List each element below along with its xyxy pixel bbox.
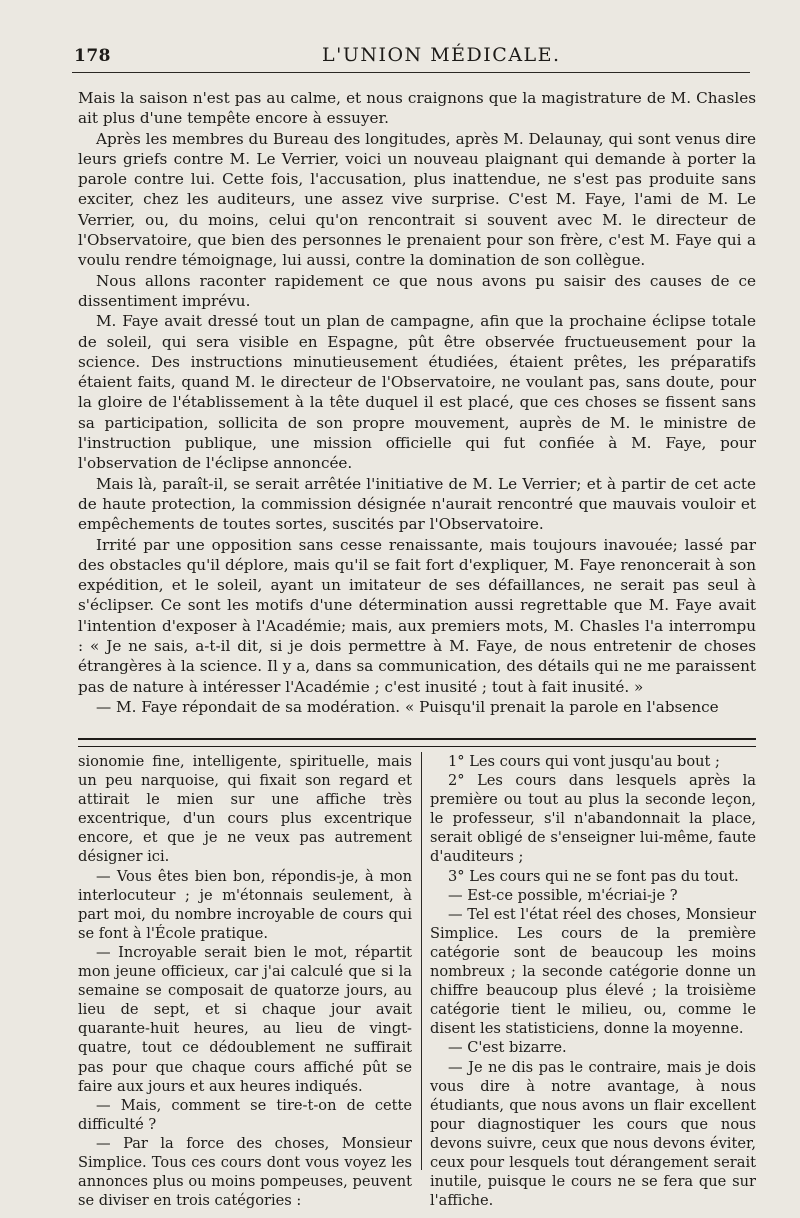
paragraph: — Incroyable serait bien le mot, répartit mon jeune officieux, car j'ai calculé que si la semaine se composait de quatorze jours, au lieu de sept, et si chaque jour avait quarante-huit heures, au lieu de vingt-quatre, tout ce dédoublement ne suffirait pas pour que chaque cours affiché pût se faire aux jours et aux heures indiqués. (78, 943, 412, 1095)
header-rule (72, 72, 750, 73)
feuilleton-left-column (78, 752, 412, 1210)
page-header (72, 40, 750, 74)
paragraph: Nous allons raconter rapidement ce que nous avons pu saisir des causes de ce dissentiment imprévu. (78, 271, 756, 310)
main-article (78, 88, 756, 717)
paragraph: M. Faye avait dressé tout un plan de campagne, afin que la prochaine éclipse totale de soleil, qui sera visible en Espagne, pût être observée fructueusement pour la science. Des instructions minutieusement étudiées, étaient prêtes, les préparatifs étaient faits, quand M. le directeur de l'Observatoire, ne voulant pas, sans doute, pour la gloire de l'établissement à la tête duquel il est placé, que ces choses se fissent sans sa participation, sollicita de son propre mouvement, auprès de M. le ministre de l'instruction publique, une mission officielle qui fut confiée à M. Faye, pour l'observation de l'éclipse annoncée. (78, 312, 756, 473)
paragraph: sionomie fine, intelligente, spirituelle, mais un peu narquoise, qui fixait son regard et attirait le mien sur une affiche très excentrique, d'un cours plus excentrique encore, et que je ne veux pas autrement désigner ici. (78, 753, 412, 866)
column-rule (421, 752, 422, 1170)
paragraph: — M. Faye répondait de sa modération. « Puisqu'il prenait la parole en l'absence (96, 697, 719, 716)
paragraph: Après les membres du Bureau des longitudes, après M. Delaunay, qui sont venus dire leurs griefs contre M. Le Verrier, voici un nouveau plaignant qui demande à porter la parole contre lui. Cette fois, l'accusation, plus inattendue, ne s'est pas produite sans exciter, chez les auditeurs, une assez vive surprise. C'est M. Faye, l'ami de M. Le Verrier, ou, du moins, celui qu'on rencontrait si souvent avec M. le directeur de l'Observatoire, que bien des personnes le prenaient pour son frère, c'est M. Faye qui a voulu rendre témoignage, lui aussi, contre la domination de son collègue. (78, 129, 756, 270)
paragraph: — Vous êtes bien bon, répondis-je, à mon interlocuteur ; je m'étonnais seulement, à part moi, du nombre incroyable de cours qui se font à l'École pratique. (78, 867, 412, 942)
feuilleton (78, 752, 757, 1210)
paragraph: 3° Les cours qui ne se font pas du tout. (448, 867, 739, 885)
paragraph: Mais la saison n'est pas au calme, et nous craignons que la magistrature de M. Chasles ait plus d'une tempête encore à essuyer. (78, 89, 756, 128)
paragraph: — Par la force des choses, Monsieur Simplice. Tous ces cours dont vous voyez les annonces plus ou moins pompeuses, peuvent se diviser en trois catégories : (78, 1134, 412, 1210)
paragraph: Mais là, paraît-il, se serait arrêtée l'initiative de M. Le Verrier; et à partir de cet acte de haute protection, la commission désignée n'aurait rencontré que mauvais vouloir et empêchements de toutes sortes, suscités par l'Observatoire. (78, 474, 756, 534)
feuilleton-divider (78, 738, 756, 747)
paragraph: — Mais, comment se tire-t-on de cette difficulté ? (78, 1096, 412, 1133)
paragraph: 1° Les cours qui vont jusqu'au bout ; (448, 753, 720, 770)
paragraph: — Je ne dis pas le contraire, mais je dois vous dire à notre avantage, à nous étudiants, que nous avons un flair excellent pour diagnostiquer les cours que nous devons suivre, ceux que nous devons éviter, ceux pour lesquels tout dérangement serait inutile, puisque le cours ne se fera que sur l'affiche. (430, 1058, 756, 1210)
paragraph: 2° Les cours dans lesquels après la première ou tout au plus la seconde leçon, le professeur, s'il n'abandonnait la place, serait obligé de s'enseigner lui-même, faute d'auditeurs ; (430, 772, 756, 866)
paragraph: — Tel est l'état réel des choses, Monsieur Simplice. Les cours de la première catégorie sont de beaucoup les moins nombreux ; la seconde catégorie donne un chiffre beaucoup plus élevé ; la troisième catégorie tient le milieu, ou, comme le disent les statisticiens, donne la moyenne. (430, 905, 757, 1038)
page-number: 178 (74, 46, 111, 66)
running-title: L'UNION MÉDICALE. (322, 44, 561, 66)
paragraph: Irrité par une opposition sans cesse renaissante, mais toujours inavouée; lassé par des obstacles qu'il déplore, mais qu'il se fait fort d'expliquer, M. Faye renoncerait à son expédition, et le soleil, ayant un imitateur de ses défaillances, ne serait pas seul à s'éclipser. Ce sont les motifs d'une détermination aussi regrettable que M. Faye avait l'intention d'exposer à l'Académie; mais, aux premiers mots, M. Chasles l'a interrompu : « Je ne sais, a-t-il dit, si je dois permettre à M. Faye, de nous entretenir de choses étrangères à la science. Il y a, dans sa communication, des détails qui ne me paraissent pas de nature à intéresser l'Académie ; c'est inusité ; tout à fait inusité. » (78, 535, 756, 696)
feuilleton-right-column (430, 752, 756, 1210)
paragraph: — Est-ce possible, m'écriai-je ? (448, 886, 678, 904)
paragraph: — C'est bizarre. (448, 1039, 567, 1057)
